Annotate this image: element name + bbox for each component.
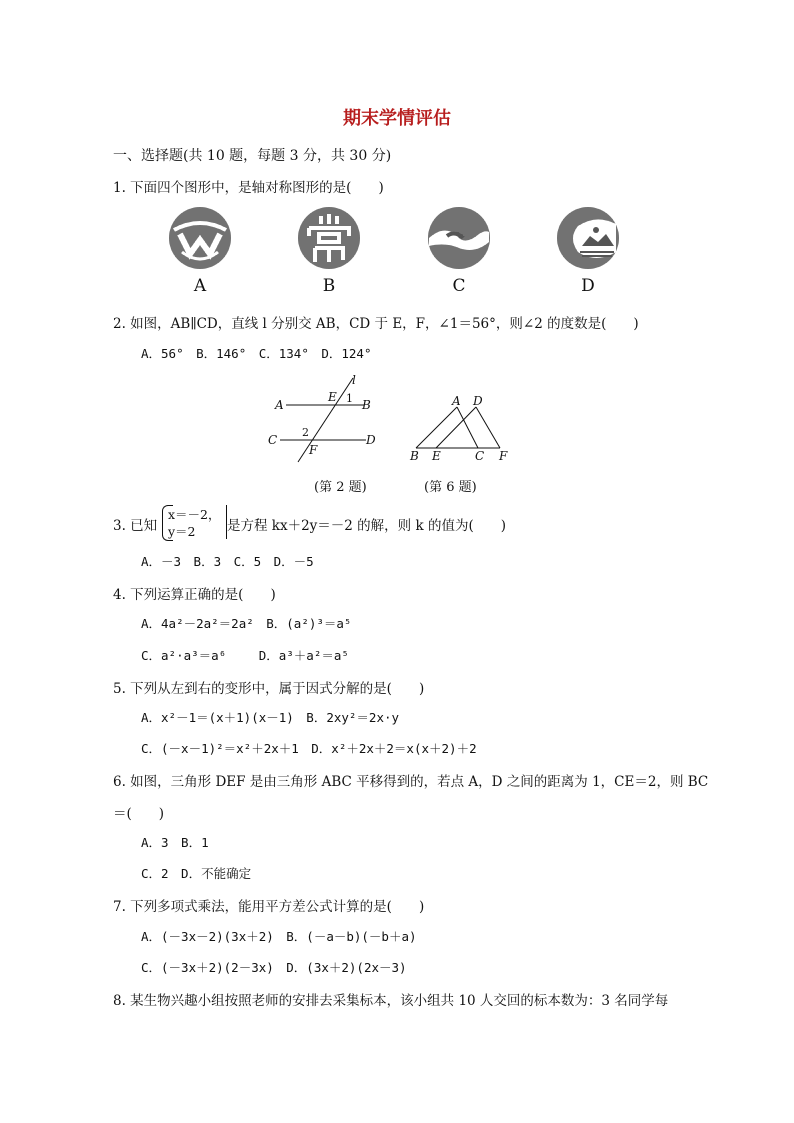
question-6-options-row2: C．2 D．不能确定 xyxy=(141,866,252,881)
system-eq-1: x＝－2， xyxy=(168,507,221,522)
question-7-stem: 7. 下列多项式乘法，能用平方差公式计算的是( ) xyxy=(113,899,425,915)
question-4-options-row2: C．a²·a³＝a⁶ D．a³＋a²＝a⁵ xyxy=(141,648,349,663)
question-6-options-row1: A．3 B．1 xyxy=(141,835,209,850)
section-heading: 一、选择题(共 10 题，每题 3 分，共 30 分) xyxy=(113,148,392,164)
question-7-options-row2: C．(－3x＋2)(2－3x) D．(3x＋2)(2x－3) xyxy=(141,960,407,975)
figure-2 xyxy=(280,378,366,462)
question-7-options-row1: A．(－3x－2)(3x＋2) B．(－a－b)(－b＋a) xyxy=(141,929,417,944)
fig2-label-b: B xyxy=(362,398,371,412)
question-6-stem-continued: ＝( ) xyxy=(113,806,165,822)
fig6-label-f: F xyxy=(499,449,508,463)
geometry-figures xyxy=(260,372,520,498)
fig6-caption: (第 6 题) xyxy=(424,480,477,495)
circle-w-emblem-icon xyxy=(168,206,232,270)
system-eq-2: y＝2 xyxy=(168,524,196,539)
question-3-suffix: 是方程 kx＋2y＝－2 的解，则 k 的值为( ) xyxy=(227,518,506,534)
fig6-label-a: A xyxy=(452,394,461,408)
question-4-options-row1: A．4a²－2a²＝2a² B．(a²)³＝a⁵ xyxy=(141,616,352,631)
question-5-options-row1: A．x²－1＝(x＋1)(x－1) B．2xy²＝2x·y xyxy=(141,710,400,725)
option-b-label: B xyxy=(322,276,336,296)
fig2-label-d: D xyxy=(366,433,376,447)
figure-6 xyxy=(416,407,500,448)
question-5-stem: 5. 下列从左到右的变形中，属于因式分解的是( ) xyxy=(113,681,425,697)
question-2-options: A．56° B．146° C．134° D．124° xyxy=(141,346,372,361)
question-4-stem: 4. 下列运算正确的是( ) xyxy=(113,587,276,603)
fig2-angle-2: 2 xyxy=(302,426,309,439)
fig2-label-a: A xyxy=(275,398,284,412)
circle-c-emblem-icon xyxy=(556,206,620,270)
fig2-label-c: C xyxy=(268,433,278,447)
option-c-label: C xyxy=(452,276,466,296)
option-a-label: A xyxy=(193,276,207,296)
question-5-options-row2: C．(－x－1)²＝x²＋2x＋1 D．x²＋2x＋2＝x(x＋2)＋2 xyxy=(141,741,477,756)
fig2-angle-1: 1 xyxy=(346,392,353,405)
question-2-stem: 2. 如图，AB∥CD，直线 l 分别交 AB，CD 于 E，F，∠1＝56°，则∠2 的度数是( ) xyxy=(113,316,639,332)
question-3-options: A．－3 B．3 C．5 D．－5 xyxy=(141,554,314,569)
question-3-prefix: 3. 已知 xyxy=(113,518,158,534)
question-6-stem: 6. 如图，三角形 DEF 是由三角形 ABC 平移得到的，若点 A，D 之间的距离为 1，CE＝2，则 BC xyxy=(113,774,709,790)
circle-wave-emblem-icon xyxy=(427,206,491,270)
fig6-label-c: C xyxy=(475,449,485,463)
option-d-label: D xyxy=(581,276,595,296)
fig6-label-b: B xyxy=(410,449,419,463)
fig2-label-l: l xyxy=(352,373,356,387)
page-title: 期末学情评估 xyxy=(343,108,451,129)
fig6-label-d: D xyxy=(473,394,483,408)
fig2-caption: (第 2 题) xyxy=(314,480,367,495)
fig6-label-e: E xyxy=(432,449,441,463)
question-1-stem: 1. 下面四个图形中，是轴对称图形的是( ) xyxy=(113,180,384,196)
fig2-label-e: E xyxy=(328,390,337,404)
circle-chang-emblem-icon xyxy=(297,206,361,270)
fig2-label-f: F xyxy=(309,443,318,457)
question-8-stem: 8. 某生物兴趣小组按照老师的安排去采集标本，该小组共 10 人交回的标本数为：3 名同学每 xyxy=(113,993,669,1009)
